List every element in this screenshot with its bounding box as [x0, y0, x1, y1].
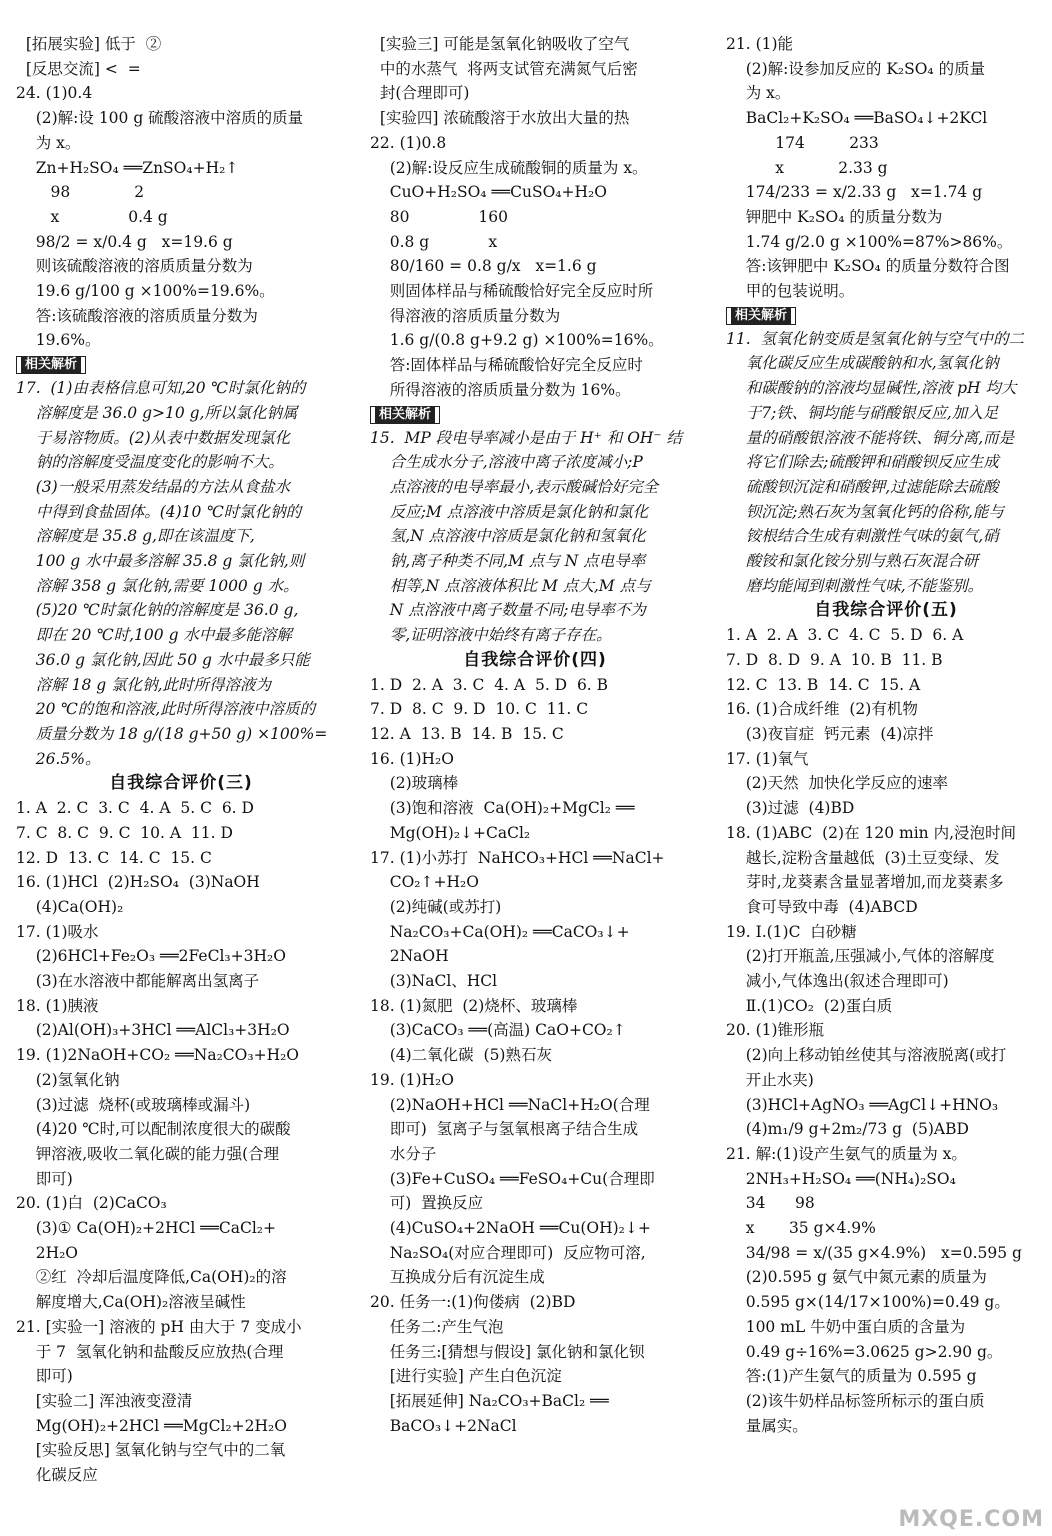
- text-line: 17. (1)小苏打 NaHCO₃+HCl ══NaCl+: [370, 848, 665, 867]
- text-line: 将它们除去;硫酸钾和硝酸钡反应生成: [726, 453, 999, 472]
- text-line: (4)20 ℃时,可以配制浓度很大的碳酸: [16, 1120, 291, 1139]
- column-middle: [370, 32, 700, 1438]
- text-line: 得溶液的溶质质量分数为: [370, 306, 561, 325]
- text-line: 15. MP 段电导率减小是由于 H⁺ 和 OH⁻ 结: [370, 428, 683, 447]
- text-line: (2)天然 加快化学反应的速率: [726, 774, 949, 793]
- text-line: (2)玻璃棒: [370, 774, 459, 793]
- text-line: 98/2 = x/0.4 g x=19.6 g: [16, 232, 233, 251]
- text-line: (3)Fe+CuSO₄ ══FeSO₄+Cu(合理即: [370, 1169, 655, 1188]
- section-heading: 自我综合评价(五): [814, 600, 958, 621]
- text-line: 为 x。: [16, 133, 81, 152]
- text-line: 19. (1)2NaOH+CO₂ ══Na₂CO₃+H₂O: [16, 1046, 300, 1065]
- text-line: (3)NaCl、HCl: [370, 972, 498, 991]
- text-line: 34/98 = x/(35 g×4.9%) x=0.595 g: [726, 1243, 1022, 1262]
- text-line: 18. (1)氮肥 (2)烧杯、玻璃棒: [370, 996, 578, 1015]
- text-line: (3)一般采用蒸发结晶的方法从食盐水: [16, 477, 291, 496]
- text-line: 即可) 氢离子与氢氧根离子结合生成: [370, 1120, 639, 1139]
- text-line: 所得溶液的溶质质量分数为 16%。: [370, 380, 631, 399]
- text-line: 7. C 8. C 9. C 10. A 11. D: [16, 823, 233, 842]
- text-line: (2)该牛奶样品标签所标示的蛋白质: [726, 1391, 985, 1410]
- text-line: 12. C 13. B 14. C 15. A: [726, 675, 921, 694]
- text-line: 7. D 8. D 9. A 10. B 11. B: [726, 650, 943, 669]
- text-line: 答:该钾肥中 K₂SO₄ 的质量分数符合图: [726, 257, 1010, 276]
- text-line: CO₂↑+H₂O: [370, 873, 479, 892]
- text-line: 钾肥中 K₂SO₄ 的质量分数为: [726, 207, 943, 226]
- text-line: 0.49 g÷16%=3.0625 g>2.90 g。: [726, 1342, 1003, 1361]
- text-line: 溶解 358 g 氯化钠,需要 1000 g 水。: [16, 576, 299, 595]
- text-line: Mg(OH)₂↓+CaCl₂: [370, 823, 531, 842]
- text-line: 21. [实验一] 溶液的 pH 由大于 7 变成小: [16, 1317, 302, 1336]
- text-line: [实验反思] 氢氧化钠与空气中的二氧: [16, 1441, 286, 1460]
- text-line: (3)HCl+AgNO₃ ══AgCl↓+HNO₃: [726, 1095, 999, 1114]
- text-line: 19.6 g/100 g ×100%=19.6%。: [16, 282, 275, 301]
- text-line: 16. (1)合成纤维 (2)有机物: [726, 700, 918, 719]
- text-line: 为 x。: [726, 84, 791, 103]
- text-line: 减小,气体逸出(叙述合理即可): [726, 972, 949, 991]
- text-line: 18. (1)ABC (2)在 120 min 内,浸泡时间: [726, 823, 1017, 842]
- text-line: Na₂SO₄(对应合理即可) 反应物可溶,: [370, 1243, 646, 1262]
- text-line: 18. (1)胰液: [16, 996, 99, 1015]
- column-right: [726, 32, 1046, 1438]
- text-line: 开止水夹): [726, 1070, 814, 1089]
- text-line: [拓展实验] 低于 ②: [16, 35, 162, 53]
- text-line: 则该硫酸溶液的溶质质量分数为: [16, 257, 253, 276]
- text-line: 36.0 g 氯化钠,因此 50 g 水中最多只能: [16, 650, 310, 669]
- text-line: 食可导致中毒 (4)ABCD: [726, 897, 918, 916]
- text-line: 于易溶物质。(2)从表中数据发现氯化: [16, 428, 291, 447]
- text-line: 20. (1)锥形瓶: [726, 1021, 825, 1040]
- text-line: 17. (1)吸水: [16, 922, 99, 941]
- text-line: [拓展延伸] Na₂CO₃+BaCl₂ ══: [370, 1391, 609, 1410]
- text-line: 2NaOH: [370, 947, 449, 966]
- text-line: (3)① Ca(OH)₂+2HCl ══CaCl₂+: [16, 1219, 277, 1238]
- section-heading: 自我综合评价(三): [109, 773, 253, 794]
- text-line: 即在 20 ℃时,100 g 水中最多能溶解: [16, 626, 292, 645]
- text-line: x 0.4 g: [16, 207, 168, 226]
- text-line: 任务二:产生气泡: [370, 1317, 504, 1336]
- text-line: 20. (1)白 (2)CaCO₃: [16, 1194, 167, 1213]
- text-line: (2)6HCl+Fe₂O₃ ══2FeCl₃+3H₂O: [16, 947, 286, 966]
- text-line: 量的硝酸银溶液不能将铁、铜分离,而是: [726, 428, 1015, 447]
- text-line: 24. (1)0.4: [16, 84, 93, 103]
- text-line: 钡沉淀;熟石灰为氢氧化钙的俗称,能与: [726, 502, 1004, 521]
- text-line: 100 mL 牛奶中蛋白质的含量为: [726, 1317, 966, 1336]
- text-line: 氢,N 点溶液中溶质是氯化钠和氢氧化: [370, 527, 646, 546]
- text-line: 0.595 g×(14/17×100%)=0.49 g。: [726, 1293, 1010, 1312]
- text-line: 100 g 水中最多溶解 35.8 g 氯化钠,则: [16, 552, 305, 571]
- text-line: (3)在水溶液中都能解离出氢离子: [16, 972, 260, 991]
- text-line: 12. D 13. C 14. C 15. C: [16, 848, 212, 867]
- analysis-tag-label: 相关解析: [731, 308, 791, 324]
- text-line: 和碳酸钠的溶液均显碱性,溶液 pH 均大: [726, 379, 1017, 398]
- text-line: (2)解:设参加反应的 K₂SO₄ 的质量: [726, 59, 986, 78]
- text-line: 7. D 8. C 9. D 10. C 11. C: [370, 700, 589, 719]
- text-line: 20 ℃的饱和溶液,此时所得溶液中溶质的: [16, 700, 316, 719]
- text-line: 反应;M 点溶液中溶质是氯化钠和氯化: [370, 502, 649, 521]
- text-line: (5)20 ℃时氯化钠的溶解度是 36.0 g,: [16, 601, 299, 620]
- text-line: 钠,离子种类不同,M 点与 N 点电导率: [370, 552, 646, 571]
- section-heading: 自我综合评价(四): [463, 649, 607, 670]
- analysis-tag-label: 相关解析: [375, 407, 435, 423]
- text-line: 磨均能闻到刺激性气味,不能鉴别。: [726, 576, 984, 595]
- text-line: 于7;铁、铜均能与硝酸银反应,加入足: [726, 403, 999, 422]
- text-line: 11. 氢氧化钠变质是氢氧化钠与空气中的二: [726, 329, 1025, 348]
- text-line: 水分子: [370, 1144, 437, 1163]
- text-line: (2)纯碱(或苏打): [370, 897, 502, 916]
- text-line: Na₂CO₃+Ca(OH)₂ ══CaCO₃↓+: [370, 922, 630, 941]
- text-line: 甲的包装说明。: [726, 282, 855, 301]
- text-line: BaCl₂+K₂SO₄ ══BaSO₄↓+2KCl: [726, 109, 988, 128]
- text-line: 17. (1)由表格信息可知,20 ℃时氯化钠的: [16, 379, 306, 398]
- text-line: 钠的溶解度受温度变化的影响不大。: [16, 453, 284, 472]
- text-line: 质量分数为 18 g/(18 g+50 g) ×100%=: [16, 724, 328, 743]
- text-line: (3)饱和溶液 Ca(OH)₂+MgCl₂ ══: [370, 799, 635, 818]
- text-line: 溶解度是 36.0 g>10 g,所以氯化钠属: [16, 403, 298, 422]
- text-line: 1. A 2. C 3. C 4. A 5. C 6. D: [16, 799, 254, 818]
- text-line: (2)0.595 g 氨气中氮元素的质量为: [726, 1268, 987, 1287]
- text-line: x 2.33 g: [726, 158, 888, 177]
- text-line: 19. Ⅰ.(1)C 白砂糖: [726, 922, 857, 941]
- text-line: (2)解:设 100 g 硫酸溶液中溶质的质量: [16, 109, 304, 128]
- text-line: 80/160 = 0.8 g/x x=1.6 g: [370, 257, 597, 276]
- text-line: 12. A 13. B 14. B 15. C: [370, 724, 564, 743]
- watermark: MXQE.COM: [898, 1507, 1044, 1532]
- text-line: 19. (1)H₂O: [370, 1070, 454, 1089]
- text-line: 芽时,龙葵素含量显著增加,而龙葵素多: [726, 873, 1004, 892]
- text-line: N 点溶液中离子数量不同;电导率不为: [370, 601, 646, 620]
- text-line: 80 160: [370, 207, 508, 226]
- text-line: BaCO₃↓+2NaCl: [370, 1416, 517, 1435]
- text-line: ②红 冷却后温度降低,Ca(OH)₂的溶: [16, 1268, 287, 1287]
- text-line: 硫酸钡沉淀和硝酸钾,过滤能除去硫酸: [726, 477, 999, 496]
- text-line: (2)向上移动铂丝使其与溶液脱离(或打: [726, 1046, 1007, 1065]
- text-line: 2NH₃+H₂SO₄ ══(NH₄)₂SO₄: [726, 1169, 956, 1188]
- text-line: 17. (1)氧气: [726, 749, 809, 768]
- text-line: [反思交流] < =: [16, 59, 141, 78]
- text-line: 1. D 2. A 3. C 4. A 5. D 6. B: [370, 675, 609, 694]
- text-line: Mg(OH)₂+2HCl ══MgCl₂+2H₂O: [16, 1416, 287, 1435]
- text-line: (3)过滤 烧杯(或玻璃棒或漏斗): [16, 1095, 251, 1114]
- text-line: 98 2: [16, 183, 145, 202]
- text-line: 26.5%。: [16, 749, 101, 768]
- text-line: 合生成水分子,溶液中离子浓度减小;P: [370, 453, 643, 472]
- text-line: 越长,淀粉含量越低 (3)土豆变绿、发: [726, 848, 1000, 867]
- text-line: (4)二氧化碳 (5)熟石灰: [370, 1046, 552, 1065]
- text-line: 点溶液的电导率最小,表示酸碱恰好完全: [370, 477, 659, 496]
- text-line: (2)Al(OH)₃+3HCl ══AlCl₃+3H₂O: [16, 1021, 290, 1040]
- text-line: 21. 解:(1)设产生氨气的质量为 x。: [726, 1144, 967, 1163]
- text-line: 封(合理即可): [370, 84, 470, 103]
- text-line: 相等,N 点溶液体积比 M 点大,M 点与: [370, 576, 651, 595]
- text-line: 2H₂O: [16, 1243, 79, 1262]
- text-line: 答:该硫酸溶液的溶质质量分数为: [16, 306, 258, 325]
- text-line: x 35 g×4.9%: [726, 1219, 876, 1238]
- analysis-tag: [370, 403, 700, 426]
- text-line: 溶解度是 35.8 g,即在该温度下,: [16, 527, 255, 546]
- text-line: (2)打开瓶盖,压强减小,气体的溶解度: [726, 947, 995, 966]
- text-line: 1.74 g/2.0 g ×100%=87%>86%。: [726, 232, 1013, 251]
- text-line: [实验二] 浑浊液变澄清: [16, 1391, 193, 1410]
- text-line: 即可): [16, 1169, 73, 1188]
- text-line: Ⅱ.(1)CO₂ (2)蛋白质: [726, 996, 893, 1015]
- analysis-tag: [16, 353, 346, 376]
- text-line: 19.6%。: [16, 331, 101, 350]
- text-line: (3)CaCO₃ ══(高温) CaO+CO₂↑: [370, 1021, 626, 1040]
- text-line: CuO+H₂SO₄ ══CuSO₄+H₂O: [370, 183, 607, 202]
- text-line: [进行实验] 产生白色沉淀: [370, 1367, 562, 1386]
- text-line: 答:(1)产生氨气的质量为 0.595 g: [726, 1367, 977, 1386]
- text-line: (4)Ca(OH)₂: [16, 897, 124, 916]
- text-line: 于 7 氢氧化钠和盐酸反应放热(合理: [16, 1342, 284, 1361]
- text-line: (2)氢氧化钠: [16, 1070, 120, 1089]
- text-line: 解度增大,Ca(OH)₂溶液呈碱性: [16, 1293, 246, 1312]
- text-line: 氧化碳反应生成碳酸钠和水,氢氧化钠: [726, 354, 999, 373]
- text-line: 中得到食盐固体。(4)10 ℃时氯化钠的: [16, 502, 302, 521]
- text-line: 174 233: [726, 133, 879, 152]
- text-line: 溶解 18 g 氯化钠,此时所得溶液为: [16, 675, 272, 694]
- text-line: 0.8 g x: [370, 232, 498, 251]
- text-line: 互换成分后有沉淀生成: [370, 1268, 545, 1287]
- text-line: Zn+H₂SO₄ ══ZnSO₄+H₂↑: [16, 158, 239, 177]
- text-line: (2)解:设反应生成硫酸铜的质量为 x。: [370, 158, 648, 177]
- analysis-tag-label: 相关解析: [21, 357, 81, 373]
- text-line: 22. (1)0.8: [370, 133, 447, 152]
- text-line: 答:固体样品与稀硫酸恰好完全反应时: [370, 356, 643, 375]
- text-line: 即可): [16, 1367, 73, 1386]
- text-line: (3)夜盲症 钙元素 (4)凉拌: [726, 724, 934, 743]
- text-line: 则固体样品与稀硫酸恰好完全反应时所: [370, 282, 654, 301]
- text-line: 零,证明溶液中始终有离子存在。: [370, 626, 612, 645]
- text-line: 21. (1)能: [726, 35, 794, 53]
- text-line: 可) 置换反应: [370, 1194, 484, 1213]
- text-line: (3)过滤 (4)BD: [726, 799, 855, 818]
- column-left: [16, 32, 346, 1488]
- text-line: 中的水蒸气 将两支试管充满氮气后密: [370, 59, 638, 78]
- text-line: (2)NaOH+HCl ══NaCl+H₂O(合理: [370, 1095, 650, 1114]
- text-line: 1. A 2. A 3. C 4. C 5. D 6. A: [726, 626, 964, 645]
- text-line: (4)CuSO₄+2NaOH ══Cu(OH)₂↓+: [370, 1219, 651, 1238]
- text-line: 量属实。: [726, 1416, 808, 1435]
- text-line: 任务三:[猜想与假设] 氯化钠和氯化钡: [370, 1342, 645, 1361]
- text-line: 16. (1)HCl (2)H₂SO₄ (3)NaOH: [16, 873, 260, 892]
- analysis-tag: [726, 304, 1046, 327]
- text-line: 20. 任务一:(1)佝偻病 (2)BD: [370, 1293, 576, 1312]
- text-line: 1.6 g/(0.8 g+9.2 g) ×100%=16%。: [370, 331, 664, 350]
- text-line: 16. (1)H₂O: [370, 749, 454, 768]
- text-line: 34 98: [726, 1194, 815, 1213]
- text-line: 174/233 = x/2.33 g x=1.74 g: [726, 183, 983, 202]
- text-line: 铵根结合生成有刺激性气味的氨气,硝: [726, 527, 999, 546]
- text-line: 钾溶液,吸收二氧化碳的能力强(合理: [16, 1144, 280, 1163]
- text-line: [实验四] 浓硫酸溶于水放出大量的热: [370, 109, 630, 128]
- text-line: (4)m₁/9 g+2m₂/73 g (5)ABD: [726, 1120, 969, 1139]
- text-line: [实验三] 可能是氢氧化钠吸收了空气: [370, 35, 630, 53]
- text-line: 酸铵和氯化铵分别与熟石灰混合研: [726, 552, 979, 571]
- text-line: 化碳反应: [16, 1466, 98, 1485]
